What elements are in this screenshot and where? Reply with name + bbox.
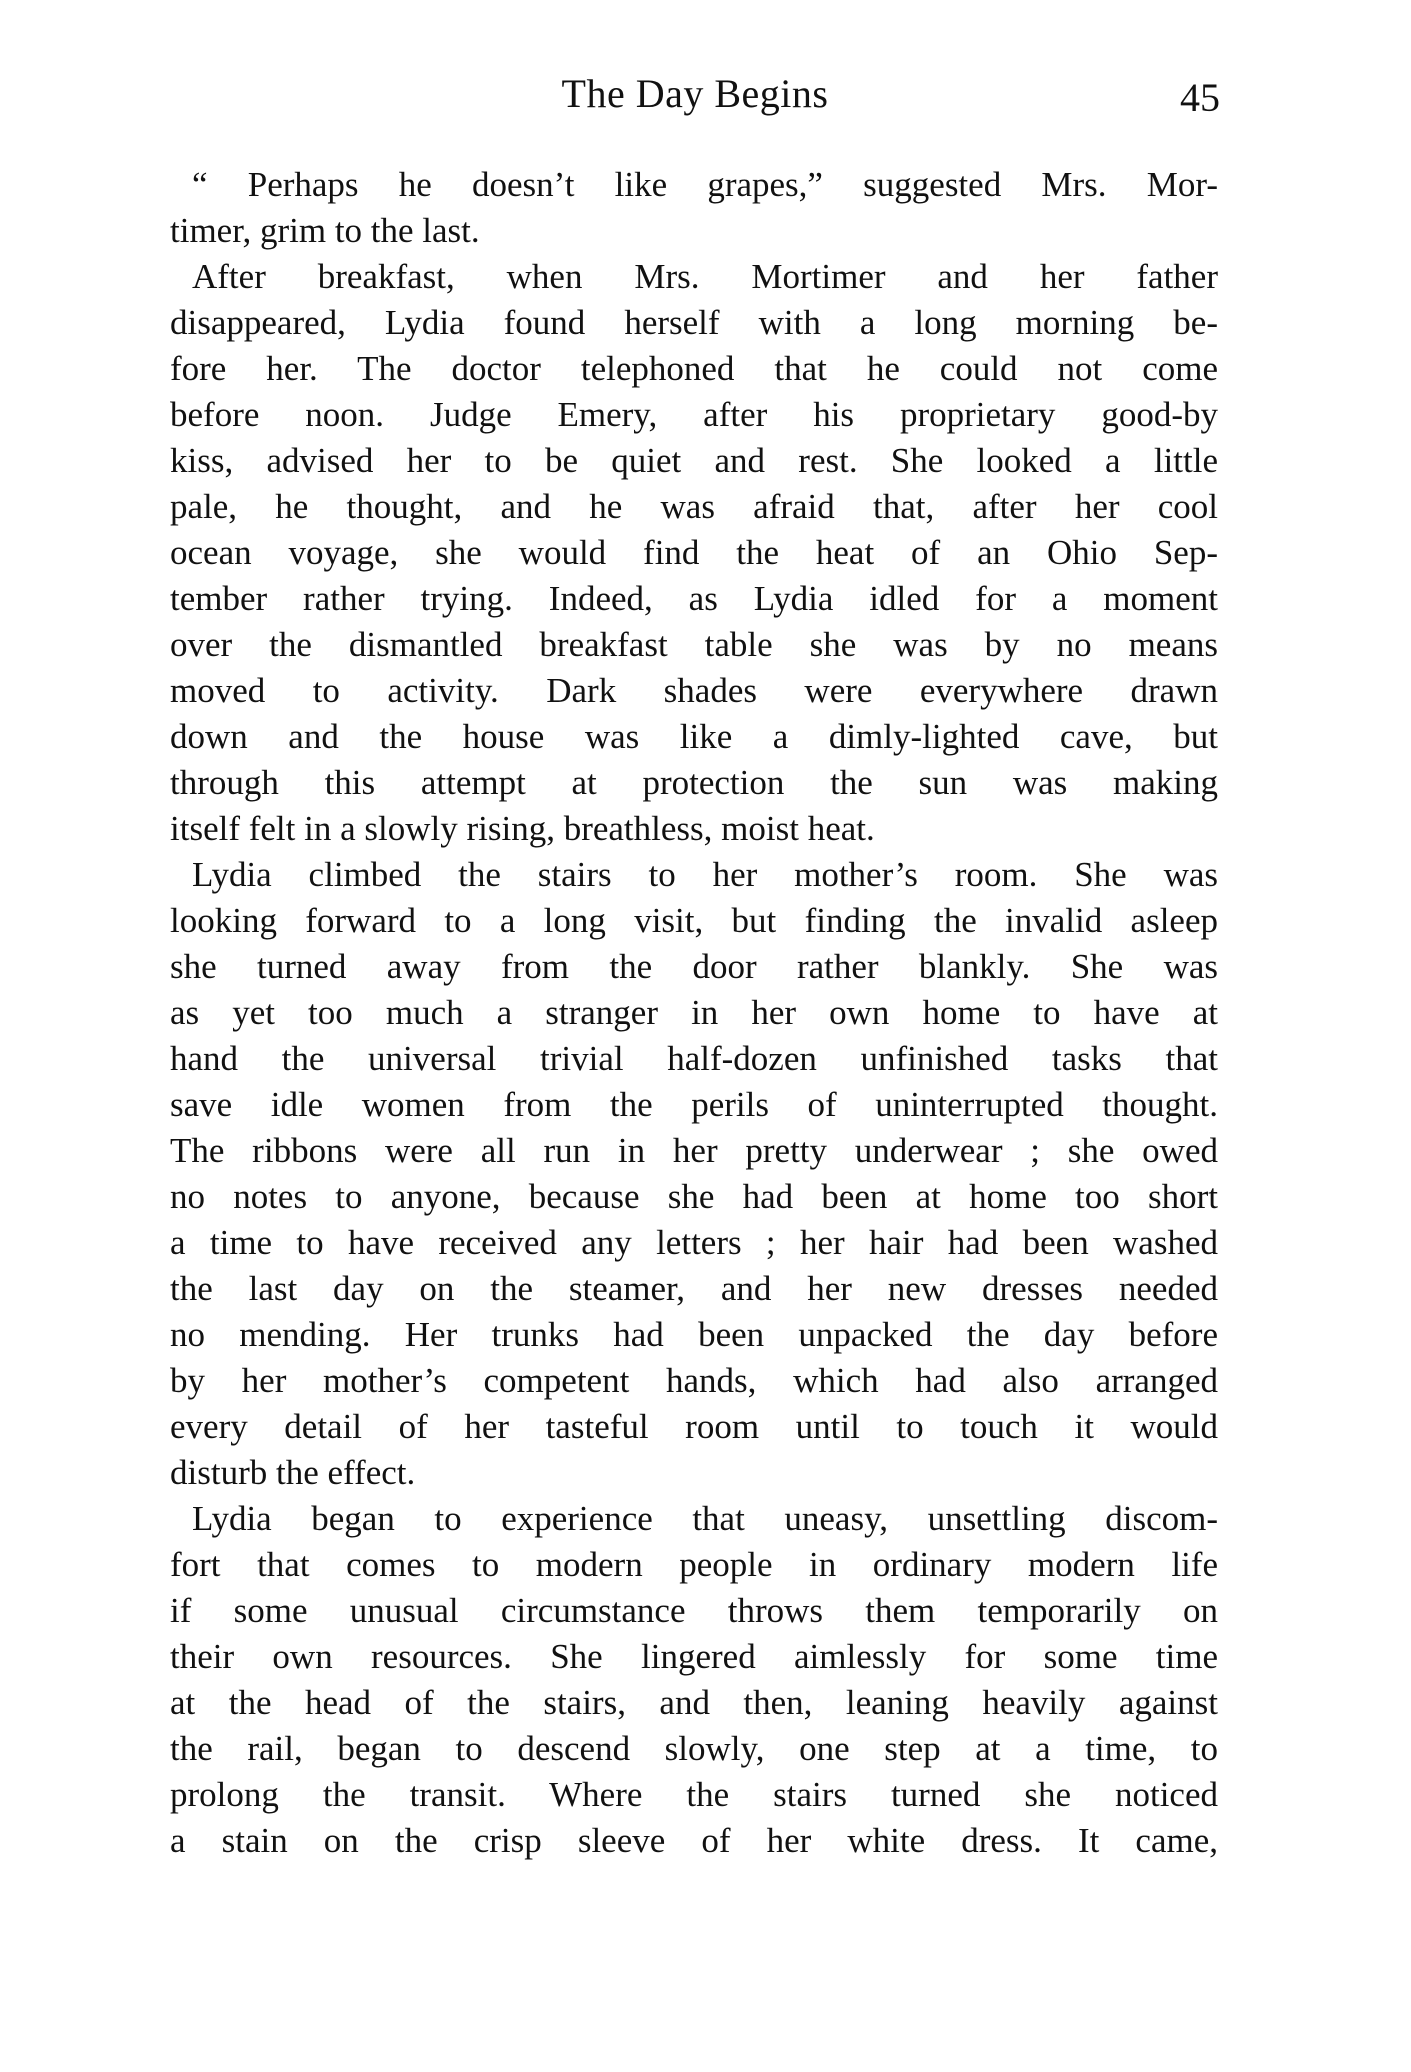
text-line: a time to have received any letters ; her hair had been washed — [170, 1223, 1218, 1262]
text-line: The ribbons were all run in her pretty underwear ; she owed — [170, 1131, 1218, 1170]
text-line: Lydia climbed the stairs to her mother’s room. She was — [192, 855, 1218, 894]
text-line: every detail of her tasteful room until to touch it would — [170, 1407, 1218, 1446]
text-line: ocean voyage, she would find the heat of an Ohio Sep- — [170, 533, 1218, 572]
paragraph — [170, 1496, 1218, 1864]
text-line: she turned away from the door rather blankly. She was — [170, 947, 1218, 986]
text-line: “ Perhaps he doesn’t like grapes,” suggested Mrs. Mor- — [192, 165, 1218, 204]
text-line: by her mother’s competent hands, which had also arranged — [170, 1361, 1218, 1400]
text-line: save idle women from the perils of uninterrupted thought. — [170, 1085, 1218, 1124]
paragraph — [170, 254, 1218, 852]
text-line: down and the house was like a dimly-lighted cave, but — [170, 717, 1218, 756]
paragraph — [170, 162, 1218, 254]
text-line: itself felt in a slowly rising, breathless, moist heat. — [170, 809, 875, 848]
text-line: at the head of the stairs, and then, leaning heavily against — [170, 1683, 1218, 1722]
text-line: timer, grim to the last. — [170, 211, 480, 250]
page-number: 45 — [1180, 75, 1220, 120]
text-line: as yet too much a stranger in her own home to have at — [170, 993, 1218, 1032]
text-line: fore her. The doctor telephoned that he could not come — [170, 349, 1218, 388]
text-line: fort that comes to modern people in ordinary modern life — [170, 1545, 1218, 1584]
text-line: tember rather trying. Indeed, as Lydia idled for a moment — [170, 579, 1218, 618]
text-line: kiss, advised her to be quiet and rest. She looked a little — [170, 441, 1218, 480]
text-line: Lydia began to experience that uneasy, unsettling discom- — [192, 1499, 1218, 1538]
text-line: their own resources. She lingered aimlessly for some time — [170, 1637, 1218, 1676]
text-line: pale, he thought, and he was afraid that, after her cool — [170, 487, 1218, 526]
text-line: disappeared, Lydia found herself with a long morning be- — [170, 303, 1218, 342]
text-line: through this attempt at protection the sun was making — [170, 763, 1218, 802]
text-line: before noon. Judge Emery, after his proprietary good-by — [170, 395, 1218, 434]
text-line: the last day on the steamer, and her new dresses needed — [170, 1269, 1218, 1308]
text-line: moved to activity. Dark shades were everywhere drawn — [170, 671, 1218, 710]
text-line: After breakfast, when Mrs. Mortimer and her father — [192, 257, 1218, 296]
text-line: looking forward to a long visit, but finding the invalid asleep — [170, 901, 1218, 940]
text-line: the rail, began to descend slowly, one step at a time, to — [170, 1729, 1218, 1768]
running-title: The Day Begins — [561, 71, 829, 116]
text-line: no mending. Her trunks had been unpacked the day before — [170, 1315, 1218, 1354]
text-line: if some unusual circumstance throws them temporarily on — [170, 1591, 1218, 1630]
text-line: over the dismantled breakfast table she was by no means — [170, 625, 1218, 664]
page-header — [170, 70, 1220, 126]
text-line: a stain on the crisp sleeve of her white dress. It came, — [170, 1821, 1218, 1860]
text-line: hand the universal trivial half-dozen unfinished tasks that — [170, 1039, 1218, 1078]
body-text — [170, 162, 1218, 1864]
text-line: prolong the transit. Where the stairs turned she noticed — [170, 1775, 1218, 1814]
text-line: disturb the effect. — [170, 1453, 416, 1492]
paragraph — [170, 852, 1218, 1496]
text-line: no notes to anyone, because she had been at home too short — [170, 1177, 1218, 1216]
